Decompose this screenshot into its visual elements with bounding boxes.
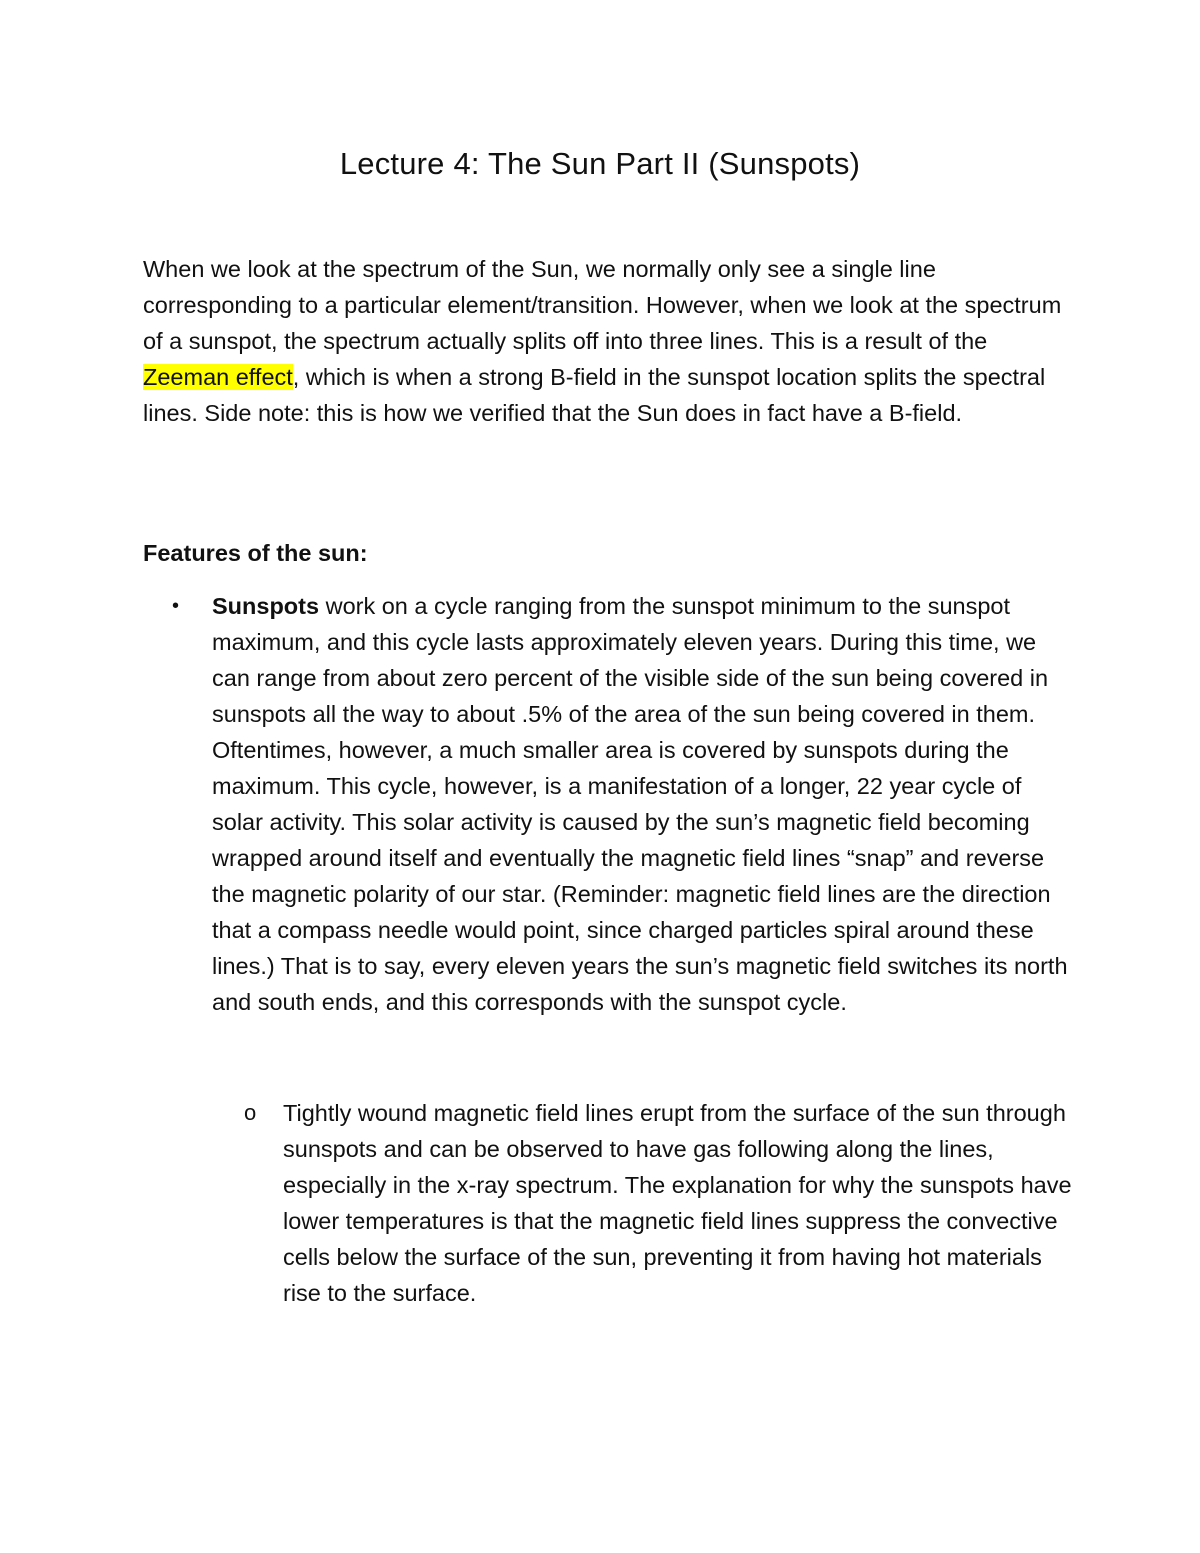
highlighted-term: Zeeman effect xyxy=(143,364,293,390)
page-title: Lecture 4: The Sun Part II (Sunspots) xyxy=(339,146,861,181)
sub-bullet-paragraph: Tightly wound magnetic field lines erupt from the surface of the sun through sunspots and can be observed to have gas following along the lines, especially in the x-ray spectrum. The explanation for why the sunspots have lower temperatures is that the magnetic field lines suppress the convective cells below the surface of the sun, preventing it from having hot materials rise to the surface. xyxy=(283,1100,1072,1306)
intro-text-after: , which is when a strong B-field in the sunspot location splits the spectral lines. Side note: this is how we verified that the Sun does in fact have a B-field. xyxy=(143,364,1046,426)
bullet-bold-term: Sunspots xyxy=(212,593,320,619)
intro-paragraph xyxy=(143,251,1063,431)
bullet-icon: • xyxy=(172,595,180,617)
bullet-text: work on a cycle ranging from the sunspot minimum to the sunspot maximum, and this cycle lasts approximately eleven years. During this time, we can range from about zero percent of the visible side of the sun being covered in sunspots all the way to about .5% of the area of the sun being covered in them. Oftentimes, however, a much smaller area is covered by sunspots during the maximum. This cycle, however, is a manifestation of a longer, 22 year cycle of solar activity. This solar activity is caused by the sun’s magnetic field becoming wrapped around itself and eventually the magnetic field lines “snap” and reverse the magnetic polarity of our star. (Reminder: magnetic field lines are the direction that a compass needle would point, since charged particles spiral around these lines.) That is to say, every eleven years the sun’s magnetic field switches its north and south ends, and this corresponds with the sunspot cycle. xyxy=(212,593,1068,1015)
sub-bullet-icon: o xyxy=(244,1100,257,1125)
bullet-paragraph xyxy=(212,588,1072,1020)
section-heading: Features of the sun: xyxy=(143,540,368,566)
intro-text-before: When we look at the spectrum of the Sun, we normally only see a single line corresponding to a particular element/transition. However, when we look at the spectrum of a sunspot, the spectrum actually splits off into three lines. This is a result of the xyxy=(143,256,1062,354)
